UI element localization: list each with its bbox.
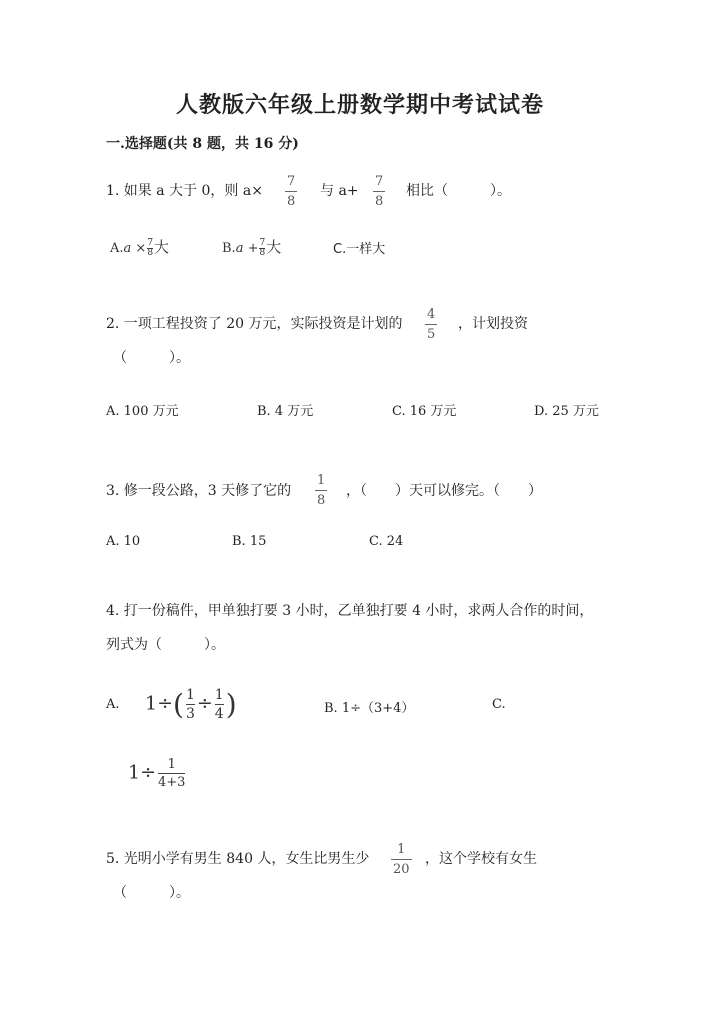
q4-option-a-frac2 bbox=[215, 688, 224, 721]
q4-text-part2: 列式为（ ）。 bbox=[106, 637, 225, 653]
q5-text-part2: ，这个学校有女生 bbox=[425, 851, 537, 867]
q4-option-c-prefix: C. bbox=[492, 697, 506, 712]
q4-option-a-close-paren: ) bbox=[225, 688, 237, 721]
q1-text-part1: 1. 如果 a 大于 0，则 a× bbox=[106, 183, 263, 199]
q3-text-part1: 3. 修一段公路，3 天修了它的 bbox=[106, 483, 292, 499]
q1-option-b-den: 8 bbox=[259, 248, 266, 258]
q2-text-part2: ，计划投资 bbox=[458, 316, 528, 332]
q5-fraction bbox=[391, 843, 412, 876]
q4-option-a-frac2-num: 1 bbox=[214, 687, 224, 703]
q1-option-a-num: 7 bbox=[147, 238, 154, 248]
section-heading: 一.选择题(共 8 题，共 16 分) bbox=[106, 136, 299, 152]
q1-option-b-prefix: B. bbox=[222, 241, 236, 256]
q4-option-a-frac1-num: 1 bbox=[185, 687, 195, 703]
q1-option-b bbox=[222, 236, 281, 258]
q1-fraction-1 bbox=[285, 175, 297, 208]
q1-option-a-expr: a × bbox=[123, 241, 147, 256]
q4-option-c-num: 1 bbox=[167, 757, 176, 772]
q4-text-part1: 4. 打一份稿件，甲单独打要 3 小时，乙单独打要 4 小时，求两人合作的时间， bbox=[106, 603, 594, 619]
q4-option-a-expr bbox=[145, 688, 237, 721]
q4-option-a-lead: 1÷ bbox=[145, 692, 174, 715]
q2-option-b: B. 4 万元 bbox=[257, 404, 314, 419]
q1-option-a-suffix: 大 bbox=[154, 238, 170, 256]
q3-option-a: A. 10 bbox=[106, 534, 141, 549]
q4-option-c-expr bbox=[128, 758, 187, 789]
q4-option-a-op: ÷ bbox=[196, 692, 213, 715]
q4-option-a-frac1 bbox=[186, 688, 195, 721]
q2-option-a: A. 100 万元 bbox=[106, 404, 179, 419]
q4-option-a-frac1-den: 3 bbox=[185, 706, 195, 722]
q4-option-a-open-paren: ( bbox=[173, 688, 184, 721]
q1-option-c: C.一样大 bbox=[333, 242, 386, 257]
q1-frac1-denominator: 8 bbox=[285, 191, 297, 208]
q3-option-b: B. 15 bbox=[232, 534, 267, 549]
q4-option-a-prefix: A. bbox=[106, 697, 120, 712]
q1-frac2-denominator: 8 bbox=[373, 191, 385, 208]
q3-frac-denominator: 8 bbox=[315, 490, 327, 507]
q1-option-b-expr: a + bbox=[235, 241, 259, 256]
q4-option-a-frac2-den: 4 bbox=[214, 706, 224, 722]
q4-option-b: B. 1÷（3+4） bbox=[324, 701, 415, 716]
q1-option-a bbox=[110, 236, 169, 258]
q2-frac-numerator: 4 bbox=[427, 307, 436, 322]
q2-option-c: C. 16 万元 bbox=[392, 404, 457, 419]
q5-text-part1: 5. 光明小学有男生 840 人，女生比男生少 bbox=[106, 851, 370, 867]
q4-option-c-den: 4+3 bbox=[158, 775, 186, 790]
q1-text-part3: 相比（ ）。 bbox=[406, 183, 511, 199]
q3-fraction bbox=[315, 474, 327, 507]
q1-option-a-fraction bbox=[147, 239, 153, 258]
q1-option-b-num: 7 bbox=[259, 238, 266, 248]
q1-text-part2: 与 a+ bbox=[320, 183, 359, 199]
q1-option-a-prefix: A. bbox=[110, 241, 124, 256]
page-title: 人教版六年级上册数学期中考试试卷 bbox=[175, 92, 544, 118]
q2-fraction bbox=[425, 308, 437, 341]
q3-frac-numerator: 1 bbox=[317, 473, 326, 488]
q1-fraction-2 bbox=[373, 175, 385, 208]
q5-frac-denominator: 20 bbox=[391, 859, 412, 876]
q4-option-c-fraction bbox=[158, 758, 185, 789]
q3-option-c: C. 24 bbox=[369, 534, 404, 549]
q2-option-d: D. 25 万元 bbox=[534, 404, 599, 419]
q1-frac2-numerator: 7 bbox=[375, 174, 384, 189]
q2-text-part1: 2. 一项工程投资了 20 万元，实际投资是计划的 bbox=[106, 316, 403, 332]
q1-frac1-numerator: 7 bbox=[287, 174, 296, 189]
q3-text-part2: ，（ ）天可以修完。（ ） bbox=[346, 483, 542, 499]
q2-text-part3: （ ）。 bbox=[113, 350, 190, 366]
q5-text-part3: （ ）。 bbox=[113, 885, 190, 901]
q1-option-b-suffix: 大 bbox=[266, 238, 282, 256]
q1-option-b-fraction bbox=[259, 239, 265, 258]
q4-option-c-lead: 1÷ bbox=[128, 761, 157, 784]
q2-frac-denominator: 5 bbox=[425, 324, 437, 341]
q5-frac-numerator: 1 bbox=[397, 842, 406, 857]
q1-option-a-den: 8 bbox=[147, 248, 154, 258]
